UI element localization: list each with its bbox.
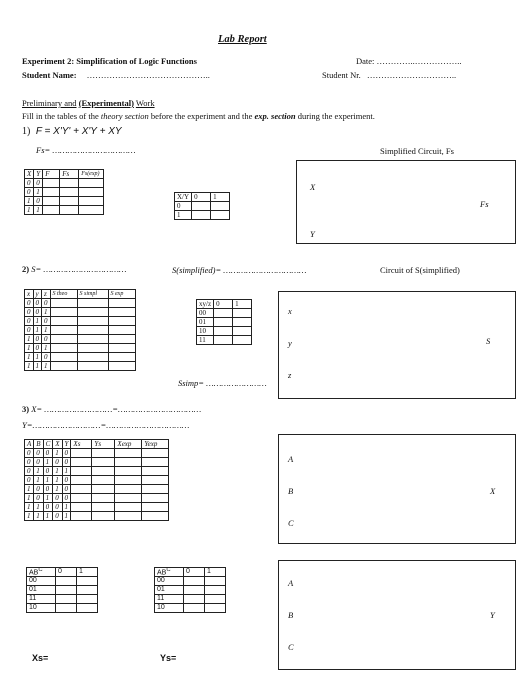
table-row xyxy=(25,335,136,344)
q3-y-line: Y=………………………=…………………………… xyxy=(22,420,190,430)
xs-kmap-col: 0 xyxy=(56,568,77,577)
cell: 0 xyxy=(43,449,53,458)
ys-kmap-c: C xyxy=(166,567,171,573)
q2-label: 2) xyxy=(22,264,30,274)
cell: 0 xyxy=(25,467,34,476)
date-dots: …………..…………….. xyxy=(376,56,462,66)
q2-kmap-col: 1 xyxy=(233,300,252,309)
xs-kmap-c: C xyxy=(38,567,43,573)
table-row xyxy=(25,344,136,353)
cell: 1 xyxy=(42,326,51,335)
student-no-field xyxy=(322,70,456,80)
q3-header: C xyxy=(43,440,53,449)
q1-header-fs: Fs xyxy=(60,170,79,179)
cell: 0 xyxy=(34,485,43,494)
cell: 0 xyxy=(25,299,34,308)
q3-header: Yexp xyxy=(142,440,169,449)
table-row xyxy=(25,308,136,317)
xs-kmap-ab: AB xyxy=(29,569,39,577)
table-row xyxy=(25,326,136,335)
table-row xyxy=(25,362,136,371)
q1-label: 1) xyxy=(22,126,31,137)
cell: 1 xyxy=(62,503,71,512)
cell: 1 xyxy=(33,317,42,326)
cell: 0 xyxy=(53,512,62,521)
cell: 0 xyxy=(33,308,42,317)
xs-label: Xs= xyxy=(32,653,49,663)
q1-circuit-in-x: X xyxy=(310,182,316,192)
cell: 0 xyxy=(42,353,51,362)
q1-kmap-row: 1 xyxy=(175,211,192,220)
q2-kmap-row: 10 xyxy=(197,327,214,336)
instr-e: during the experiment. xyxy=(297,111,375,121)
xs-kmap-row: 00 xyxy=(27,577,56,586)
cell: 0 xyxy=(25,317,34,326)
cell: 0 xyxy=(43,467,53,476)
cell: 0 xyxy=(34,494,43,503)
cell: 0 xyxy=(53,494,62,503)
cell: 1 xyxy=(53,476,62,485)
ys-kmap-ab: AB xyxy=(157,569,167,577)
q3-header: Xs xyxy=(71,440,92,449)
heading-part-c: Work xyxy=(135,98,155,108)
q2-kmap-row: 01 xyxy=(197,318,214,327)
q3-circuit-y-in-c: C xyxy=(288,642,294,652)
q3-header: B xyxy=(34,440,43,449)
q1-header-fsexp: Fs(exp) xyxy=(79,170,104,179)
q1-header-x: X xyxy=(25,170,34,179)
instr-c: before the experiment and the xyxy=(150,111,253,121)
cell: 0 xyxy=(25,449,34,458)
table-row xyxy=(25,353,136,362)
cell: 1 xyxy=(62,512,71,521)
cell: 1 xyxy=(34,206,43,215)
q3-circuit-y-in-b: B xyxy=(288,610,294,620)
q2-circuit-in-z: z xyxy=(288,370,292,380)
cell: 1 xyxy=(53,485,62,494)
ys-kmap xyxy=(154,567,226,613)
q3-header: A xyxy=(25,440,34,449)
q2-header: y xyxy=(33,290,42,299)
table-row xyxy=(25,197,104,206)
cell: 1 xyxy=(43,476,53,485)
cell: 1 xyxy=(43,458,53,467)
cell: 0 xyxy=(62,476,71,485)
table-row xyxy=(25,458,169,467)
xs-kmap xyxy=(26,567,98,613)
ys-kmap-col: 1 xyxy=(205,568,226,577)
q3-header: Xexp xyxy=(115,440,142,449)
cell: 1 xyxy=(25,362,34,371)
table-row xyxy=(25,467,169,476)
q3-x-expr: X= ………………………=…………………………… xyxy=(31,404,202,414)
q2-kmap-row: 00 xyxy=(197,309,214,318)
cell: 1 xyxy=(53,467,62,476)
ys-label: Ys= xyxy=(160,653,177,663)
table-row xyxy=(25,179,104,188)
cell: 0 xyxy=(33,299,42,308)
cell: 0 xyxy=(62,449,71,458)
cell: 1 xyxy=(33,353,42,362)
table-row xyxy=(25,494,169,503)
q3-circuit-x-box[interactable] xyxy=(278,434,516,544)
q3-x-line xyxy=(22,404,201,414)
xs-kmap-row: 11 xyxy=(27,595,56,604)
cell: 0 xyxy=(62,485,71,494)
cell: 0 xyxy=(53,503,62,512)
q2-s-expr: S= …………………………… xyxy=(31,264,127,274)
cell: 0 xyxy=(34,179,43,188)
q1-kmap-row: 0 xyxy=(175,202,192,211)
student-name-field xyxy=(22,70,210,80)
cell: 0 xyxy=(43,485,53,494)
section-heading xyxy=(22,98,155,108)
q2-s-simplified: S(simplified)= …………………………… xyxy=(172,265,307,275)
cell: 0 xyxy=(42,317,51,326)
cell: 1 xyxy=(42,344,51,353)
student-name-dots: …………………………………….. xyxy=(86,70,210,80)
q3-circuit-x-in-c: C xyxy=(288,518,294,528)
table-row xyxy=(25,188,104,197)
q2-circuit-in-y: y xyxy=(288,338,292,348)
date-label: Date: xyxy=(356,56,375,66)
q3-header: Y xyxy=(62,440,71,449)
cell: 1 xyxy=(43,512,53,521)
xs-kmap-row: 01 xyxy=(27,586,56,595)
q2-circuit-box[interactable] xyxy=(278,291,516,399)
ys-kmap-row: 11 xyxy=(155,595,184,604)
cell: 1 xyxy=(33,362,42,371)
q2-truth-table xyxy=(24,289,136,371)
ys-kmap-row: 00 xyxy=(155,577,184,586)
q2-kmap-col: 0 xyxy=(214,300,233,309)
cell: 1 xyxy=(25,344,34,353)
cell: 0 xyxy=(34,449,43,458)
cell: 0 xyxy=(33,335,42,344)
cell: 0 xyxy=(62,458,71,467)
cell: 0 xyxy=(25,326,34,335)
cell: 1 xyxy=(25,197,34,206)
cell: 1 xyxy=(42,308,51,317)
table-row xyxy=(25,476,169,485)
q1-kmap xyxy=(174,192,230,220)
q3-circuit-y-box[interactable] xyxy=(278,560,516,670)
ys-kmap-row: 10 xyxy=(155,604,184,613)
q3-circuit-y-in-a: A xyxy=(288,578,294,588)
q2-header: z xyxy=(42,290,51,299)
cell: 1 xyxy=(33,326,42,335)
cell: 0 xyxy=(42,335,51,344)
q1-truth-table xyxy=(24,169,104,215)
q1-kmap-col: 1 xyxy=(211,193,230,202)
cell: 0 xyxy=(25,476,34,485)
cell: 1 xyxy=(25,335,34,344)
cell: 1 xyxy=(34,512,43,521)
cell: 0 xyxy=(42,299,51,308)
q2-kmap-row: 11 xyxy=(197,336,214,345)
ys-kmap-row: 01 xyxy=(155,586,184,595)
cell: 0 xyxy=(25,179,34,188)
table-row xyxy=(25,317,136,326)
q2-header: x xyxy=(25,290,34,299)
cell: 1 xyxy=(25,353,34,362)
cell: 1 xyxy=(25,485,34,494)
q1-fs: Fs= …………………………… xyxy=(36,145,136,155)
cell: 1 xyxy=(25,503,34,512)
cell: 0 xyxy=(43,503,53,512)
cell: 0 xyxy=(34,458,43,467)
q1-expression xyxy=(22,126,122,137)
q2-label-line xyxy=(22,264,126,274)
q1-kmap-col: 0 xyxy=(192,193,211,202)
table-row xyxy=(25,299,136,308)
q2-circuit-in-x: x xyxy=(288,306,292,316)
table-row xyxy=(25,512,169,521)
table-row xyxy=(25,485,169,494)
experiment-title: Experiment 2: Simplification of Logic Functions xyxy=(22,56,197,66)
q2-kmap xyxy=(196,299,252,345)
q2-ssimp: Ssimp= …………………… xyxy=(178,378,267,388)
cell: 0 xyxy=(34,197,43,206)
cell: 0 xyxy=(25,188,34,197)
q1-circuit-title: Simplified Circuit, Fs xyxy=(380,146,454,156)
cell: 0 xyxy=(33,344,42,353)
q1-circuit-in-y: Y xyxy=(310,229,315,239)
q3-circuit-x-out: X xyxy=(490,486,496,496)
cell: 1 xyxy=(62,467,71,476)
q2-header: S theo xyxy=(50,290,77,299)
q3-circuit-x-in-b: B xyxy=(288,486,294,496)
q3-header: X xyxy=(53,440,62,449)
table-row xyxy=(25,449,169,458)
q1-header-y: Y xyxy=(34,170,43,179)
cell: 1 xyxy=(25,494,34,503)
cell: 1 xyxy=(25,206,34,215)
ys-kmap-col: 0 xyxy=(184,568,205,577)
q3-circuit-x-in-a: A xyxy=(288,454,294,464)
cell: 1 xyxy=(53,449,62,458)
heading-part-b: (Experimental) xyxy=(78,98,134,108)
q2-header: S exp xyxy=(108,290,135,299)
cell: 1 xyxy=(34,188,43,197)
xs-kmap-col: 1 xyxy=(77,568,98,577)
instr-b: theory section xyxy=(100,111,149,121)
table-row xyxy=(25,503,169,512)
cell: 0 xyxy=(25,458,34,467)
q3-circuit-y-out: Y xyxy=(490,610,495,620)
q1-kmap-corner: X/Y xyxy=(175,193,192,202)
q2-circuit-title: Circuit of S(simplified) xyxy=(380,265,460,275)
cell: 0 xyxy=(62,494,71,503)
table-row xyxy=(25,206,104,215)
cell: 1 xyxy=(34,467,43,476)
heading-part-a: Preliminary and xyxy=(22,98,77,108)
q3-label: 3) xyxy=(22,404,30,414)
cell: 0 xyxy=(25,308,34,317)
cell: 1 xyxy=(34,503,43,512)
student-name-label: Student Name: xyxy=(22,70,77,80)
xs-kmap-row: 10 xyxy=(27,604,56,613)
cell: 1 xyxy=(43,494,53,503)
cell: 1 xyxy=(42,362,51,371)
q2-kmap-corner: xy/z xyxy=(197,300,214,309)
cell: 1 xyxy=(34,476,43,485)
q1-expr: F = X'Y' + X'Y + XY xyxy=(35,126,122,137)
cell: 0 xyxy=(53,458,62,467)
instructions xyxy=(22,111,375,121)
q1-circuit-out: Fs xyxy=(480,199,489,209)
q3-truth-table xyxy=(24,439,169,521)
q1-header-f: F xyxy=(43,170,60,179)
page-title: Lab Report xyxy=(218,34,267,45)
student-no-dots: ………………………….. xyxy=(366,70,457,80)
student-no-label: Student Nr. xyxy=(322,70,361,80)
q2-header: S simpl xyxy=(77,290,108,299)
instr-a: Fill in the tables of the xyxy=(22,111,99,121)
date-field xyxy=(356,56,462,66)
q3-header: Ys xyxy=(92,440,115,449)
q2-circuit-out: S xyxy=(486,336,491,346)
instr-d: exp. section xyxy=(254,111,296,121)
cell: 1 xyxy=(25,512,34,521)
